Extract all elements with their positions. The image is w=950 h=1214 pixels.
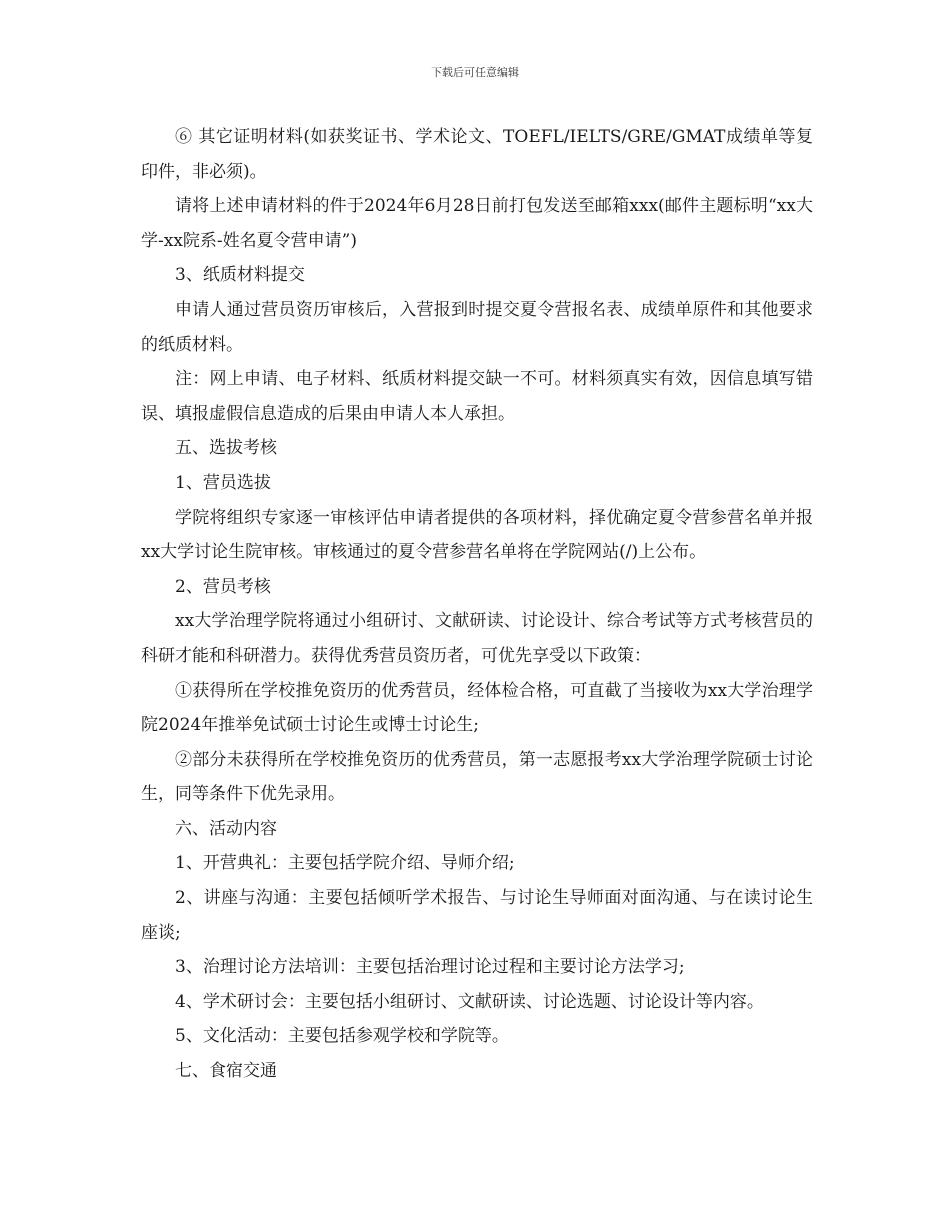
document-body [141, 120, 813, 1089]
heading-activities: 六、活动内容 [175, 818, 277, 839]
paragraph-other-materials: ⑥ 其它证明材料(如获奖证书、学术论文、TOEFL/IELTS/GRE/GMAT成绩单等复印件，非必须)。 [141, 127, 813, 182]
paragraph-activity-lectures: 2、讲座与沟通：主要包括倾听学术报告、与讨论生导师面对面沟通、与在读讨论生座谈; [141, 888, 813, 943]
heading-member-assessment: 2、营员考核 [175, 576, 271, 597]
heading-selection: 五、选拔考核 [175, 438, 277, 459]
paragraph-assessment-methods: xx大学治理学院将通过小组研讨、文献研读、讨论设计、综合考试等方式考核营员的科研才能和科研潜力。获得优秀营员资历者，可优先享受以下政策： [141, 611, 813, 666]
paragraph-selection-process: 学院将组织专家逐一审核评估申请者提供的各项材料，择优确定夏令营参营名单并报xx大学讨论生院审核。审核通过的夏令营参营名单将在学院网站(/)上公布。 [141, 507, 813, 563]
page-header-note: 下载后可任意编辑 [431, 66, 519, 79]
paragraph-note: 注：网上申请、电子材料、纸质材料提交缺一不可。材料须真实有效，因信息填写错误、填报虚假信息造成的后果由申请人本人承担。 [141, 369, 813, 424]
paragraph-policy-2: ②部分未获得所在学校推免资历的优秀营员，第一志愿报考xx大学治理学院硕士讨论生，同等条件下优先录用。 [141, 749, 813, 805]
paragraph-activity-seminar: 4、学术研讨会：主要包括小组研讨、文献研读、讨论选题、讨论设计等内容。 [175, 991, 764, 1012]
paragraph-activity-training: 3、治理讨论方法培训：主要包括治理讨论过程和主要讨论方法学习; [175, 957, 685, 978]
paragraph-activity-opening: 1、开营典礼：主要包括学院介绍、导师介绍; [175, 853, 515, 874]
paragraph-email-submission: 请将上述申请材料的件于2024年6月28日前打包发送至邮箱xxx(邮件主题标明“xx大学-xx院系-姓名夏令营申请”) [141, 196, 813, 251]
paragraph-activity-culture: 5、文化活动：主要包括参观学校和学院等。 [175, 1026, 509, 1047]
paragraph-policy-1: ①获得所在学校推免资历的优秀营员，经体检合格，可直截了当接收为xx大学治理学院2024年推举免试硕士讨论生或博士讨论生; [141, 680, 813, 736]
heading-accommodation: 七、食宿交通 [175, 1061, 277, 1082]
heading-paper-materials: 3、纸质材料提交 [175, 265, 305, 286]
paragraph-paper-submission: 申请人通过营员资历审核后，入营报到时提交夏令营报名表、成绩单原件和其他要求的纸质材料。 [141, 299, 813, 355]
heading-member-selection: 1、营员选拔 [175, 472, 271, 493]
